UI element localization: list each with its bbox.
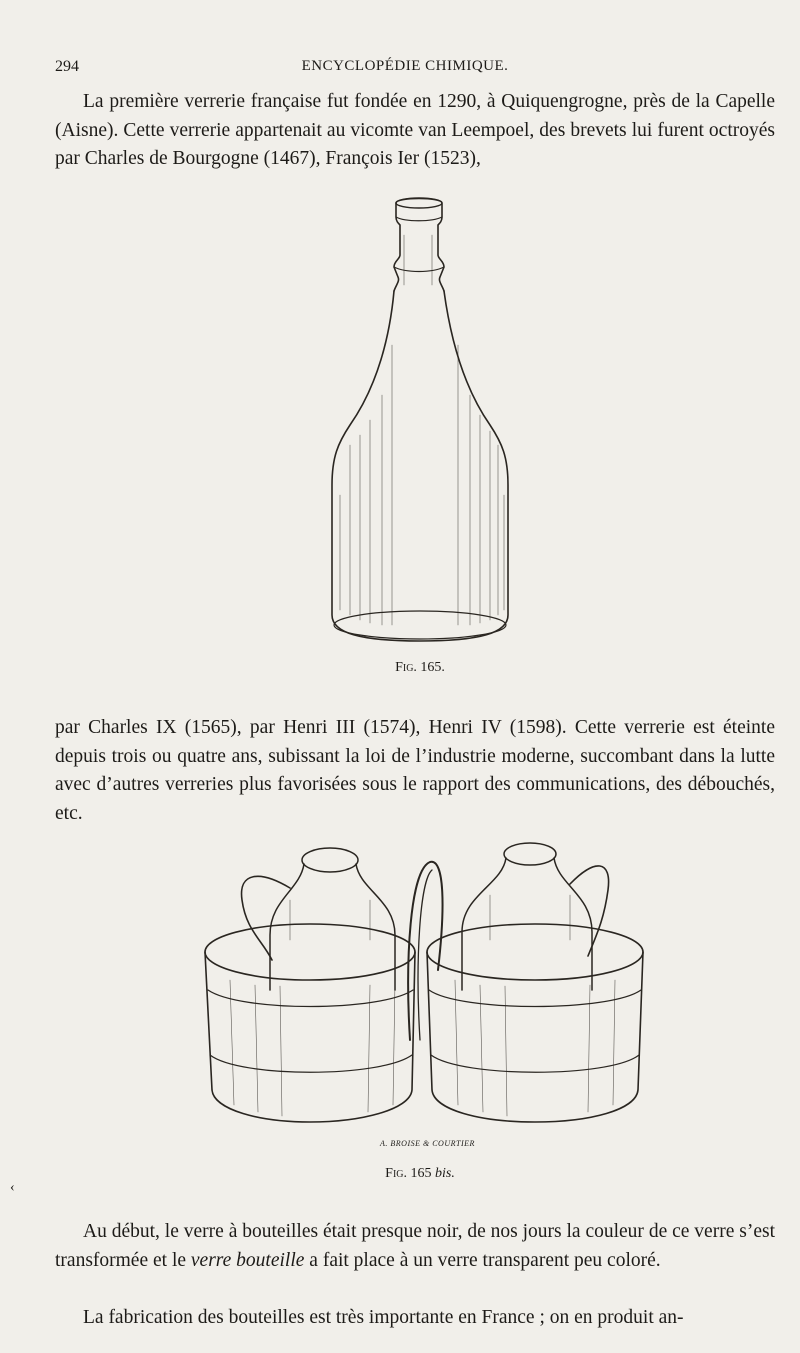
page-number: 294: [55, 58, 79, 75]
figure-165-bis-caption: Fig. 165 bis.: [385, 1166, 455, 1181]
paragraph-3-before: Au début, le verre à bouteilles était presque noir, de nos jours la couleur de ce verre s’est transformée et le: [55, 1221, 775, 1271]
paragraph-3-after: a fait place à un verre transparent peu coloré.: [309, 1249, 661, 1271]
engraver-credit: A. BROISE & COURTIER: [380, 1139, 475, 1148]
paragraph-1: La première verrerie française fut fondée en 1290, à Quiquengrogne, près de la Capelle (Aisne). Cette verrerie appartenait au vicomte van Leempoel, des brevets lui furent octroyés par Charles de Bourgogne (1467), François Ier (1523),: [55, 91, 775, 169]
running-title: ENCYCLOPÉDIE CHIMIQUE.: [301, 58, 509, 74]
caption-bis: bis.: [435, 1166, 455, 1181]
cruet-stand-engraving-icon: [200, 840, 660, 1140]
paragraph-2: par Charles IX (1565), par Henri III (1574), Henri IV (1598). Cette verrerie est éteinte depuis trois ou quatre ans, subissant la loi de l’industrie moderne, succombant dans la lutte avec d’autres verreries plus favorisées sous le rapport des communications, des débouchés, etc.: [55, 717, 775, 824]
figure-165-caption: Fig. 165.: [395, 660, 445, 675]
paragraph-3: [55, 1218, 775, 1275]
bottle-engraving-icon: [320, 195, 520, 650]
page-header: [55, 58, 755, 80]
margin-mark: ‹: [10, 1180, 15, 1195]
paragraph-3-emphasis: verre bouteille: [190, 1249, 305, 1271]
paragraph-4: La fabrication des bouteilles est très importante en France ; on en produit an-: [83, 1307, 684, 1328]
